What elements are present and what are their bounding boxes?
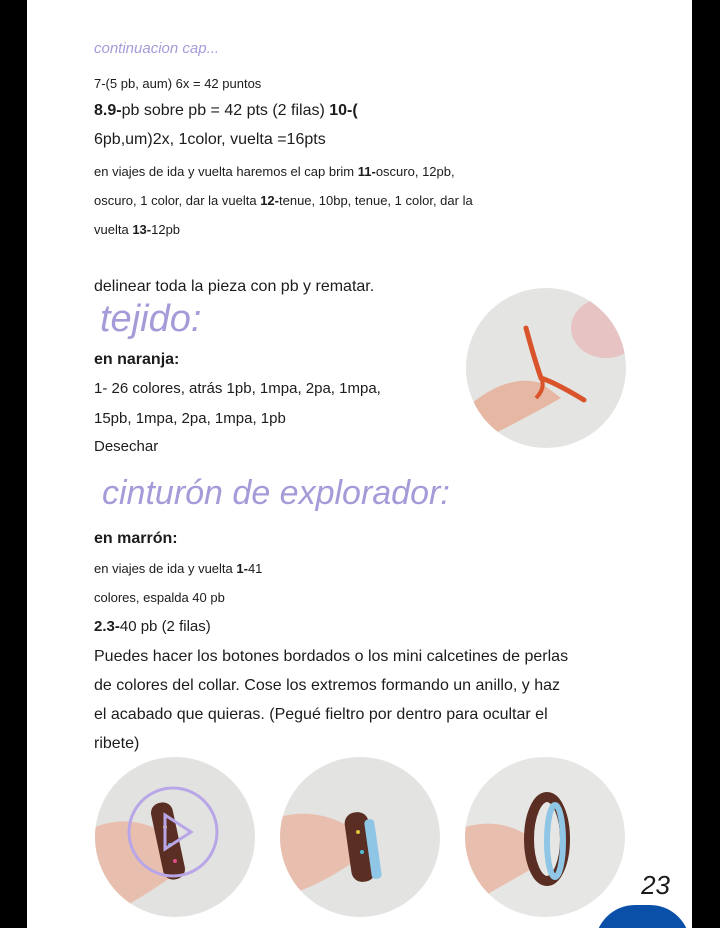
belt-photo-1[interactable]: [95, 757, 255, 917]
row-text: 41: [247, 561, 263, 576]
belt-row-1: [94, 561, 262, 576]
cap-brim-line: [94, 164, 455, 179]
belt-paragraph-line-2: de colores del collar. Cose los extremos formando un anillo, y haz: [94, 677, 561, 694]
cap-brim-line-2: [94, 193, 473, 208]
belt-photo-2-image: [280, 757, 440, 917]
tejido-row-1: 1- 26 colores, atrás 1pb, 1mpa, 2pa, 1mpa,: [94, 380, 381, 397]
row-label: 13-: [132, 222, 152, 237]
belt-heading: cinturón de explorador:: [102, 474, 450, 512]
tejido-heading: tejido:: [100, 298, 202, 340]
row-text: pb sobre pb = 42 pts (2 filas): [121, 102, 330, 119]
cap-brim-line-3: [94, 222, 180, 237]
row-text: 12pb: [151, 222, 181, 237]
outline-instruction: delinear toda la pieza con pb y rematar.: [94, 278, 375, 295]
row-text: oscuro, 1 color, dar la vuelta: [94, 193, 261, 208]
row-text: en viajes de ida y vuelta: [94, 561, 237, 576]
belt-paragraph-line-3: el acabado que quieras. (Pegué fieltro por dentro para ocultar el: [94, 706, 548, 723]
page-number: 23: [641, 870, 670, 900]
cap-row-10-cont: 6pb,um)2x, 1color, vuelta =16pts: [94, 131, 326, 148]
belt-photo-2: [280, 757, 440, 917]
row-label: 12-: [260, 193, 279, 208]
belt-photo-1-image: [95, 757, 255, 917]
row-text: tenue, 10bp, tenue, 1 color, dar la: [279, 193, 473, 208]
cap-row-7: 7-(5 pb, aum) 6x = 42 puntos: [94, 76, 262, 91]
cap-row-8-9: [94, 102, 358, 120]
belt-photo-3: [465, 757, 625, 917]
tejido-color-label: en naranja:: [94, 351, 180, 368]
row-label: 11-: [357, 164, 376, 179]
row-text: en viajes de ida y vuelta haremos el cap brim: [94, 164, 358, 179]
tejido-row-3: Desechar: [94, 438, 159, 455]
belt-paragraph-line-4: ribete): [94, 735, 140, 752]
tejido-row-2: 15pb, 1mpa, 2pa, 1mpa, 1pb: [94, 410, 286, 427]
row-text: vuelta: [94, 222, 133, 237]
row-label: 10-(: [329, 102, 358, 119]
document-page: [27, 0, 692, 928]
row-label: 8.9-: [94, 102, 122, 119]
belt-row-3: [94, 618, 211, 635]
row-label: 2.3-: [94, 618, 120, 635]
tejido-photo: [466, 288, 626, 448]
row-text: 40 pb (2 filas): [119, 618, 211, 635]
belt-paragraph-line-1: Puedes hacer los botones bordados o los mini calcetines de perlas: [94, 648, 569, 665]
corner-tab: [595, 905, 690, 928]
belt-color-label: en marrón:: [94, 530, 178, 547]
continuation-heading: continuacion cap...: [94, 40, 220, 57]
row-label: 1-: [236, 561, 248, 576]
row-text: oscuro, 12pb,: [375, 164, 455, 179]
belt-row-2: colores, espalda 40 pb: [94, 590, 225, 605]
belt-photo-3-image: [465, 757, 625, 917]
orange-piece-photo: [466, 288, 626, 448]
